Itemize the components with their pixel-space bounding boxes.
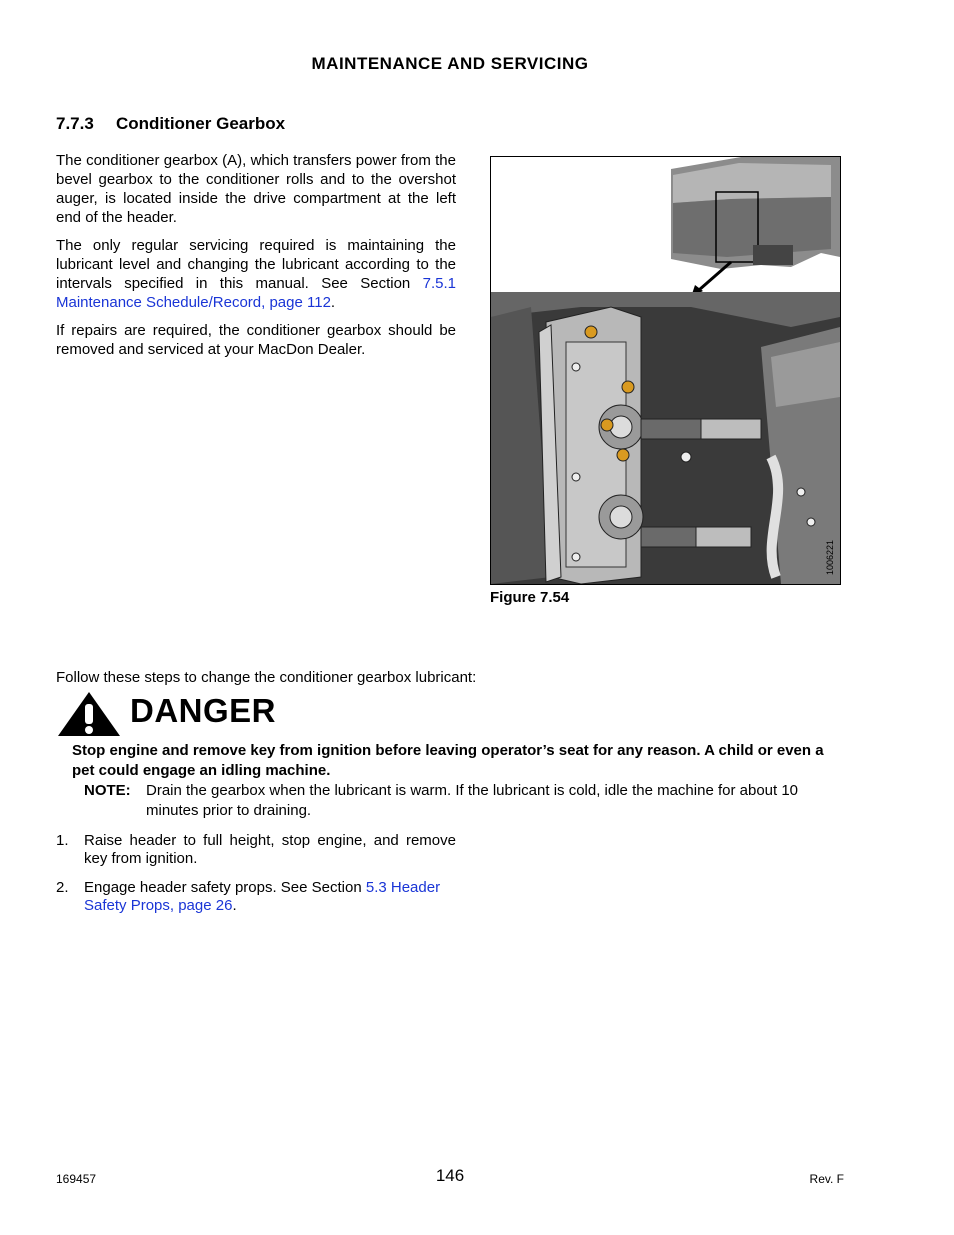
paragraph-servicing-text: The only regular servicing required is maintaining the lubricant level and changing the lubricant according to the intervals specified in this manual. See Section [56,237,456,292]
step-number: 1. [56,832,69,849]
page-header-title: MAINTENANCE AND SERVICING [311,54,589,73]
step-number: 2. [56,879,69,896]
procedure-intro: Follow these steps to change the conditioner gearbox lubricant: [56,669,477,686]
danger-warning-icon [56,690,122,743]
section-number: 7.7.3 [56,114,94,133]
footer-page-number: 146 [435,1166,465,1185]
figure-gearbox-illustration [490,156,841,585]
paragraph-gearbox-description: The conditioner gearbox (A), which transfers power from the bevel gearbox to the conditioner rolls and to the overshot auger, is located inside the drive compartment at the left end of the header. [56,152,456,226]
danger-message: Stop engine and remove key from ignition before leaving operator’s seat for any reason. A child or even a pet could engage an idling machine. [72,742,824,779]
safety-props-link[interactable]: 5.3 Header Safety Props, page 26 [84,879,441,914]
footer-doc-number: 169457 [56,1172,97,1186]
procedure-step [56,832,456,868]
section-title: Conditioner Gearbox [116,114,286,133]
section-heading [56,114,285,134]
figure-image-id: 1006221 [825,539,835,575]
note-text: Drain the gearbox when the lubricant is warm. If the lubricant is cold, idle the machine for about 10 minutes prior to draining. [146,782,799,819]
figure-caption: Figure 7.54 [490,589,570,606]
gearbox-illustration [491,157,840,584]
step-text: Engage header safety props. See Section [84,879,366,896]
footer-revision: Rev. F [809,1172,844,1186]
maintenance-schedule-link[interactable]: 7.5.1 Maintenance Schedule/Record, page 112 [56,275,456,311]
procedure-step [56,879,456,915]
step-text: Raise header to full height, stop engine, and remove key from ignition. [84,832,456,867]
warning-triangle-icon [56,690,122,738]
paragraph-servicing [56,236,456,312]
paragraph-servicing-end: . [330,294,336,311]
step-text-end: . [232,897,237,914]
paragraph-repairs: If repairs are required, the conditioner gearbox should be removed and serviced at your MacDon Dealer. [56,322,456,358]
note-block [84,781,844,821]
note-label: NOTE: [84,782,131,799]
danger-heading: DANGER [130,692,277,729]
